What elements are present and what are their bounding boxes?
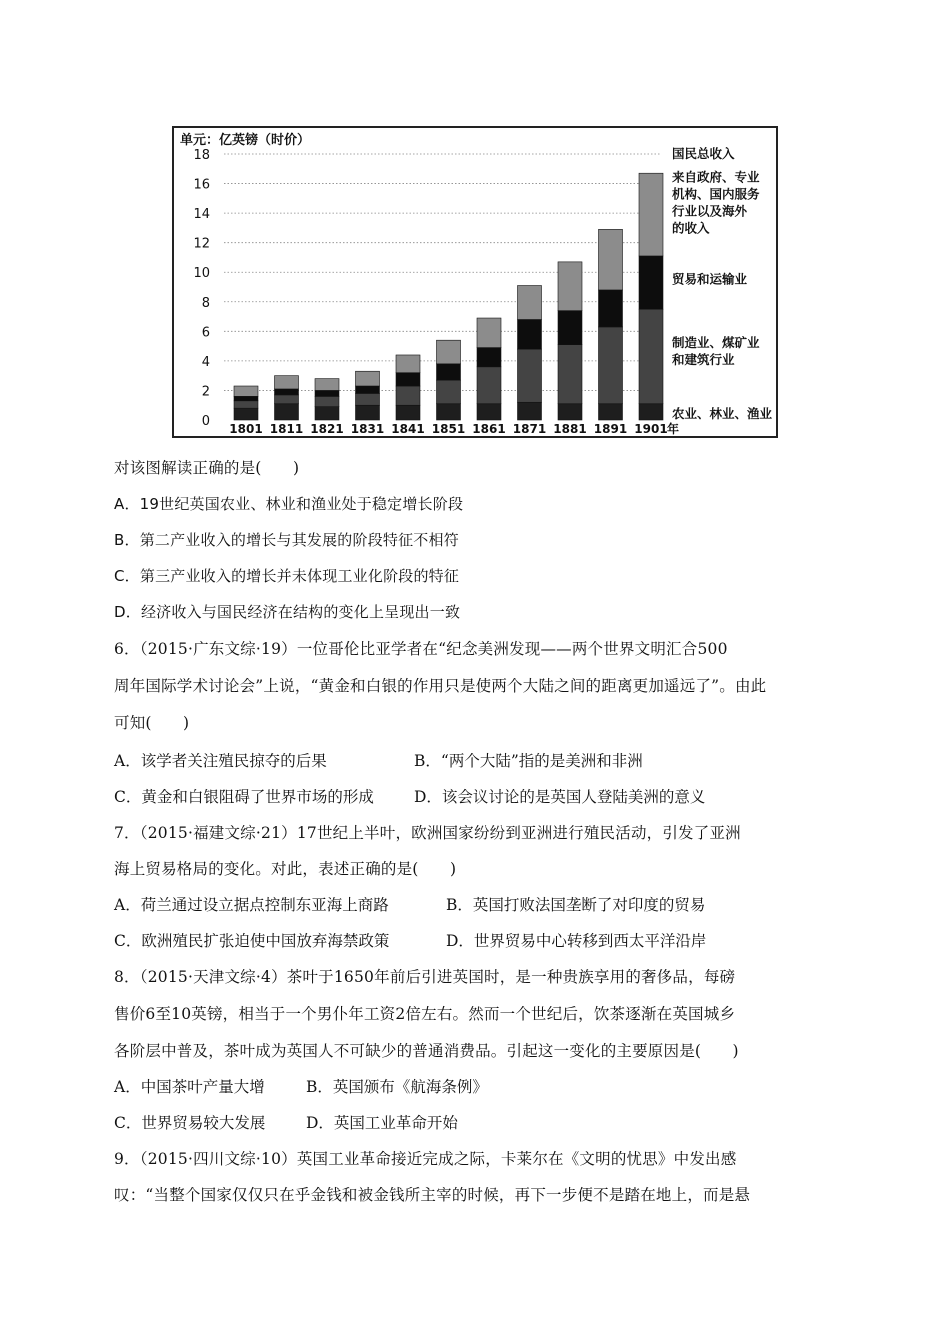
q7-line-1: 7．（2015·福建文综·21）17世纪上半叶，欧洲国家纷纷到亚洲进行殖民活动，引发了亚洲 bbox=[114, 824, 741, 842]
bar-segment bbox=[599, 404, 623, 420]
x-tick-label: 1881 bbox=[553, 422, 587, 436]
q5-option-c[interactable]: C．第三产业收入的增长并未体现工业化阶段的特征 bbox=[114, 567, 460, 585]
x-tick-label: 1821 bbox=[310, 422, 344, 436]
bar-segment bbox=[275, 404, 299, 420]
income-chart bbox=[172, 126, 778, 438]
bar-segment bbox=[275, 389, 299, 395]
q5-option-d[interactable]: D．经济收入与国民经济在结构的变化上呈现出一致 bbox=[114, 603, 461, 621]
bar-segment bbox=[518, 286, 542, 320]
x-tick-label: 1841 bbox=[391, 422, 425, 436]
q6-line-2: 周年国际学术讨论会”上说，“黄金和白银的作用只是使两个大陆之间的距离更加遥远了”。由此 bbox=[114, 677, 767, 695]
q7-option-c[interactable]: C．欧洲殖民扩张迫使中国放弃海禁政策 bbox=[114, 932, 390, 950]
q6-line-1: 6．（2015·广东文综·19）一位哥伦比亚学者在“纪念美洲发现——两个世界文明汇合500 bbox=[114, 640, 728, 658]
chart-svg bbox=[174, 128, 776, 436]
y-tick-label: 16 bbox=[193, 177, 210, 193]
y-tick-label: 2 bbox=[201, 384, 210, 400]
legend-label: 制造业、煤矿业 bbox=[672, 335, 760, 351]
bar-segment bbox=[558, 404, 582, 420]
legend-label: 来自政府、专业 bbox=[672, 169, 760, 185]
y-tick-label: 12 bbox=[193, 236, 210, 252]
q6-option-c[interactable]: C．黄金和白银阻碍了世界市场的形成 bbox=[114, 788, 374, 806]
bar-segment bbox=[599, 229, 623, 290]
bar-segment bbox=[477, 318, 501, 348]
bar-segment bbox=[356, 405, 380, 420]
bar-segment bbox=[437, 364, 461, 380]
q8-option-b[interactable]: B．英国颁布《航海条例》 bbox=[306, 1078, 488, 1096]
bar-segment bbox=[477, 348, 501, 367]
legend-label: 的收入 bbox=[672, 220, 710, 236]
bar-segment bbox=[518, 320, 542, 350]
x-tick-label: 1861 bbox=[472, 422, 506, 436]
q8-line-1: 8．（2015·天津文综·4）茶叶于1650年前后引进英国时，是一种贵族享用的奢侈品，每磅 bbox=[114, 968, 736, 986]
legend-label: 农业、林业、渔业 bbox=[672, 406, 773, 422]
bar-segment bbox=[396, 405, 420, 420]
q8-option-a[interactable]: A．中国茶叶产量大增 bbox=[114, 1078, 265, 1096]
bar-segment bbox=[639, 404, 663, 420]
q8-option-c[interactable]: C．世界贸易较大发展 bbox=[114, 1114, 266, 1132]
x-tick-label: 1801 bbox=[229, 422, 263, 436]
bar-segment bbox=[315, 390, 339, 396]
x-tick-label: 1891 bbox=[593, 422, 628, 436]
bar-segment bbox=[234, 408, 258, 420]
y-tick-label: 18 bbox=[193, 148, 210, 163]
y-tick-label: 4 bbox=[201, 354, 210, 370]
bar-segment bbox=[234, 386, 258, 396]
x-axis-suffix: 年 bbox=[667, 422, 680, 436]
x-tick-label: 1851 bbox=[431, 422, 466, 436]
bar-segment bbox=[599, 290, 623, 327]
bar-segment bbox=[275, 376, 299, 389]
bar-segment bbox=[518, 402, 542, 420]
q8-line-3: 各阶层中普及，茶叶成为英国人不可缺少的普通消费品。引起这一变化的主要原因是( ) bbox=[114, 1042, 739, 1060]
y-tick-label: 0 bbox=[201, 414, 210, 429]
bar-segment bbox=[558, 345, 582, 404]
bar-segment bbox=[396, 355, 420, 373]
y-tick-label: 6 bbox=[201, 325, 210, 341]
x-tick-label: 1811 bbox=[269, 422, 304, 436]
bar-segment bbox=[234, 401, 258, 408]
bar-segment bbox=[275, 395, 299, 404]
bar-segment bbox=[234, 396, 258, 400]
bar-segment bbox=[518, 349, 542, 402]
bar-segment bbox=[558, 262, 582, 311]
bar-segment bbox=[437, 404, 461, 420]
bar-segment bbox=[396, 373, 420, 386]
bar-segment bbox=[639, 256, 663, 309]
q7-option-a[interactable]: A．荷兰通过设立据点控制东亚海上商路 bbox=[114, 896, 389, 914]
q5-stem: 对该图解读正确的是( ) bbox=[114, 459, 300, 477]
y-tick-label: 10 bbox=[193, 266, 210, 282]
q7-option-d[interactable]: D．世界贸易中心转移到西太平洋沿岸 bbox=[446, 932, 707, 950]
bar-segment bbox=[437, 340, 461, 364]
q5-option-b[interactable]: B．第二产业收入的增长与其发展的阶段特征不相符 bbox=[114, 531, 459, 549]
y-tick-label: 14 bbox=[193, 207, 210, 223]
legend-label: 机构、国内服务 bbox=[672, 186, 760, 202]
bar-segment bbox=[315, 407, 339, 420]
x-tick-label: 1831 bbox=[350, 422, 385, 436]
bar-segment bbox=[477, 367, 501, 404]
q9-line-1: 9．（2015·四川文综·10）英国工业革命接近完成之际，卡莱尔在《文明的忧思》中发出感 bbox=[114, 1150, 737, 1168]
bar-segment bbox=[437, 380, 461, 404]
bar-segment bbox=[558, 311, 582, 345]
y-tick-label: 8 bbox=[201, 295, 210, 311]
legend-label: 贸易和运输业 bbox=[672, 271, 748, 287]
bar-segment bbox=[315, 396, 339, 406]
bar-segment bbox=[356, 386, 380, 393]
bar-segment bbox=[599, 327, 623, 404]
bar-segment bbox=[639, 309, 663, 404]
bar-segment bbox=[639, 173, 663, 256]
q8-line-2: 售价6至10英镑，相当于一个男仆年工资2倍左右。然而一个世纪后，饮茶逐渐在英国城乡 bbox=[114, 1005, 736, 1023]
q5-option-a[interactable]: A．19世纪英国农业、林业和渔业处于稳定增长阶段 bbox=[114, 495, 464, 513]
bar-segment bbox=[356, 371, 380, 386]
q6-line-3: 可知( ) bbox=[114, 714, 190, 732]
q7-option-b[interactable]: B．英国打败法国垄断了对印度的贸易 bbox=[446, 896, 706, 914]
q7-line-2: 海上贸易格局的变化。对此，表述正确的是( ) bbox=[114, 860, 457, 878]
bar-segment bbox=[356, 393, 380, 405]
bar-segment bbox=[477, 404, 501, 420]
bar-segment bbox=[396, 386, 420, 405]
x-tick-label: 1901 bbox=[634, 422, 668, 436]
chart-unit-label: 单元：亿英镑（时价） bbox=[180, 133, 311, 148]
q8-option-d[interactable]: D．英国工业革命开始 bbox=[306, 1114, 458, 1132]
q6-option-d[interactable]: D．该会议讨论的是英国人登陆美洲的意义 bbox=[414, 788, 706, 806]
q6-option-b[interactable]: B．“两个大陆”指的是美洲和非洲 bbox=[414, 752, 643, 770]
q9-line-2: 叹：“当整个国家仅仅只在乎金钱和被金钱所主宰的时候，再下一步便不是踏在地上，而是悬 bbox=[114, 1186, 751, 1204]
legend-label: 和建筑行业 bbox=[672, 352, 735, 368]
legend-label: 国民总收入 bbox=[672, 146, 735, 161]
legend-label: 行业以及海外 bbox=[672, 203, 748, 219]
x-tick-label: 1871 bbox=[512, 422, 547, 436]
bar-segment bbox=[315, 379, 339, 391]
q6-option-a[interactable]: A．该学者关注殖民掠夺的后果 bbox=[114, 752, 327, 770]
